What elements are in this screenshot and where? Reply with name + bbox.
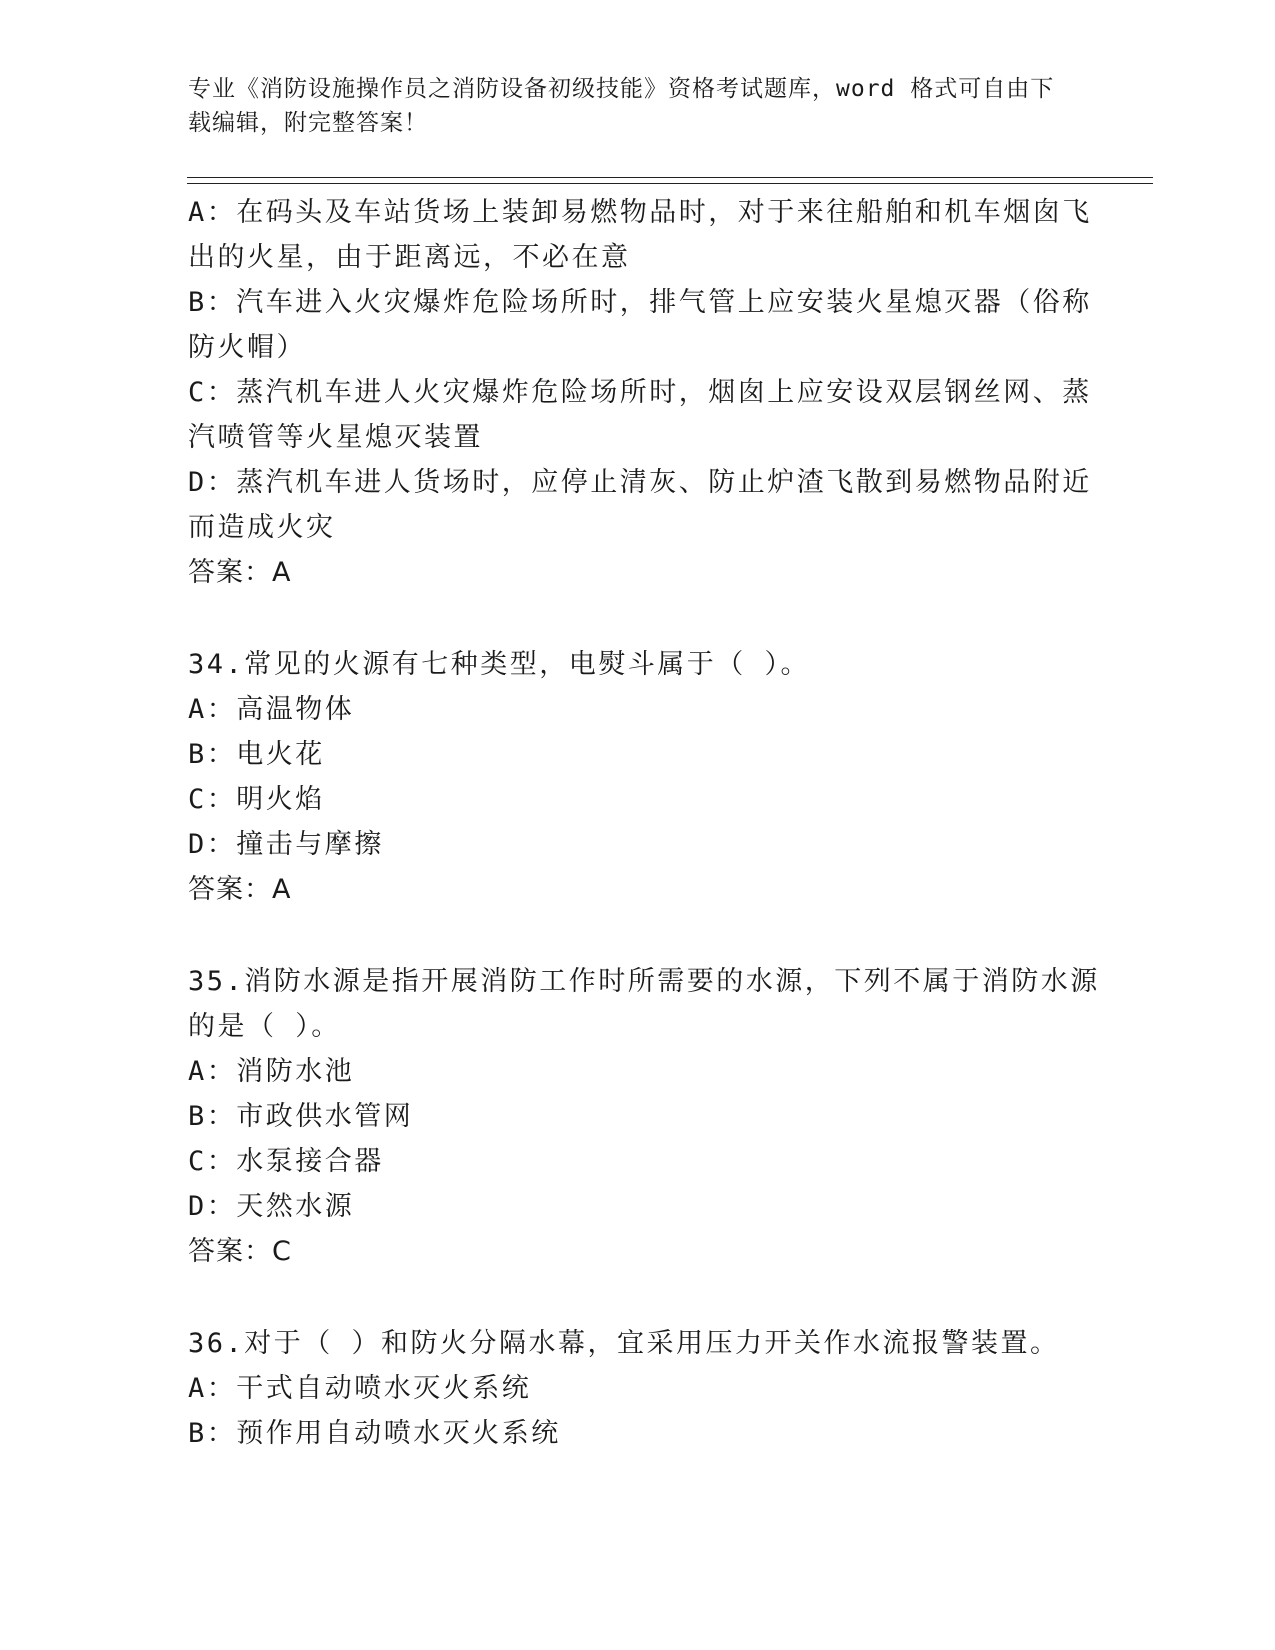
- option-a: A：干式自动喷水灭火系统: [188, 1373, 532, 1404]
- question-34: [188, 642, 1078, 912]
- spacer: [188, 912, 1078, 959]
- question-content: [188, 190, 1100, 1456]
- option-c-line-2: 汽喷管等火星熄灭装置: [188, 422, 483, 453]
- option-d: D：撞击与摩擦: [188, 829, 384, 860]
- option-c: C：水泵接合器: [188, 1146, 384, 1177]
- question-stem-line-2: 的是（ ）。: [188, 1011, 341, 1042]
- question-stem: 34.常见的火源有七种类型，电熨斗属于（ ）。: [188, 649, 811, 680]
- question-stem-line-1: 35.消防水源是指开展消防工作时所需要的水源，下列不属于消防水源: [188, 966, 1100, 997]
- spacer: [188, 1274, 1078, 1321]
- option-d: D：天然水源: [188, 1191, 355, 1222]
- question-35: [188, 959, 1100, 1274]
- option-b: B：市政供水管网: [188, 1101, 414, 1132]
- option-b: B：电火花: [188, 739, 325, 770]
- header-rule-top: [187, 177, 1153, 178]
- option-b-line-1: B：汽车进入火灾爆炸危险场所时，排气管上应安装火星熄灭器（俗称: [188, 287, 1092, 318]
- answer-label: 答案：A: [188, 874, 292, 905]
- option-c: C：明火焰: [188, 784, 325, 815]
- option-b: B：预作用自动喷水灭火系统: [188, 1418, 561, 1449]
- option-a: A：高温物体: [188, 694, 355, 725]
- question-33-options: [188, 190, 1092, 595]
- answer-label: 答案：A: [188, 557, 292, 588]
- option-a-line-1: A：在码头及车站货场上装卸易燃物品时，对于来往船舶和机车烟囱飞: [188, 197, 1092, 228]
- spacer: [188, 595, 1078, 642]
- header-rule-bottom: [187, 183, 1153, 184]
- question-36: [188, 1321, 1078, 1456]
- option-b-line-2: 防火帽）: [188, 332, 306, 363]
- header-line-1: 专业《消防设施操作员之消防设备初级技能》资格考试题库，word 格式可自由下: [188, 76, 1055, 102]
- header-line-2: 载编辑，附完整答案！: [188, 110, 428, 136]
- question-stem: 36.对于（ ）和防火分隔水幕，宜采用压力开关作水流报警装置。: [188, 1328, 1060, 1359]
- document-header: [188, 72, 1068, 140]
- option-a: A：消防水池: [188, 1056, 355, 1087]
- option-d-line-1: D：蒸汽机车进人货场时，应停止清灰、防止炉渣飞散到易燃物品附近: [188, 467, 1092, 498]
- option-d-line-2: 而造成火灾: [188, 512, 336, 543]
- answer-label: 答案：C: [188, 1236, 292, 1267]
- option-c-line-1: C：蒸汽机车进人火灾爆炸危险场所时，烟囱上应安设双层钢丝网、蒸: [188, 377, 1092, 408]
- option-a-line-2: 出的火星，由于距离远，不必在意: [188, 242, 631, 273]
